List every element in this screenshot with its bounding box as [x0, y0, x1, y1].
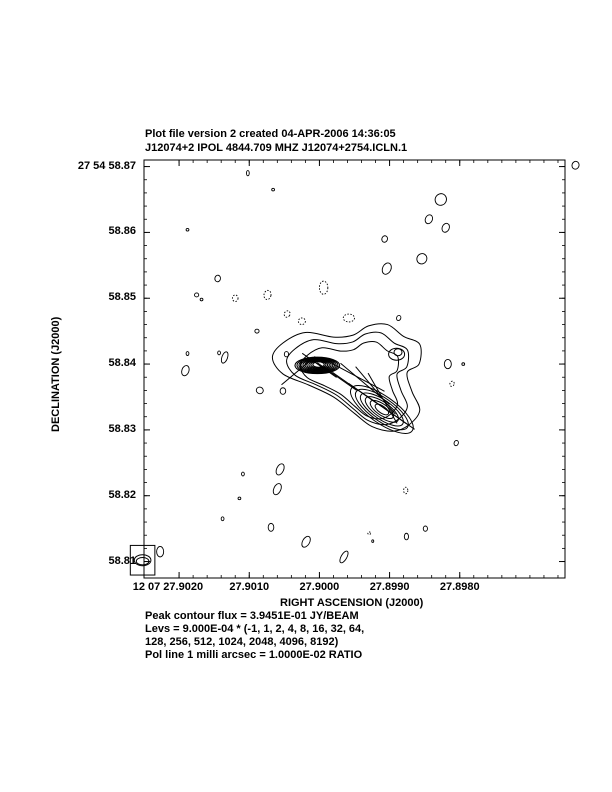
- noise-contour: [462, 363, 465, 366]
- negative-contour: [283, 310, 291, 319]
- peak-flux-note: Peak contour flux = 3.9451E-01 JY/BEAM: [145, 610, 359, 622]
- noise-contour: [157, 546, 164, 557]
- extension-contour: [389, 348, 405, 360]
- noise-contour: [338, 550, 349, 564]
- noise-contour: [372, 540, 374, 543]
- plot-frame: [144, 160, 565, 578]
- x-tick-label: 27.9010: [229, 581, 270, 593]
- header-title: Plot file version 2 created 04-APR-2006 14:36:05: [145, 128, 396, 140]
- noise-contour: [571, 160, 580, 170]
- y-tick-label: 27 54 58.87: [77, 159, 136, 172]
- noise-contour: [186, 228, 189, 231]
- noise-contour: [268, 523, 274, 531]
- noise-contour: [255, 386, 264, 395]
- noise-contour: [214, 275, 221, 282]
- y-tick-label: 58.85: [108, 291, 136, 304]
- levels-note-line1: Levs = 9.000E-04 * (-1, 1, 2, 4, 8, 16, 32, 64,: [145, 623, 365, 635]
- noise-contour: [424, 214, 434, 225]
- noise-contour: [246, 171, 249, 176]
- envelope-contour: [272, 324, 421, 432]
- noise-contour: [396, 315, 402, 321]
- noise-contour: [404, 533, 408, 540]
- y-tick-label: 58.86: [108, 225, 136, 238]
- noise-contour: [444, 359, 451, 368]
- noise-contour: [380, 261, 393, 275]
- y-tick-label: 58.82: [108, 488, 136, 501]
- noise-contour: [255, 329, 259, 333]
- noise-contour: [433, 192, 449, 208]
- x-tick-label: 27.8980: [439, 581, 480, 593]
- jet-knot-contour: [344, 377, 420, 442]
- noise-contour: [415, 252, 429, 266]
- x-tick-label: 27.8990: [369, 581, 410, 593]
- negative-contour: [232, 295, 238, 302]
- negative-contour: [449, 381, 455, 387]
- pol-line-note: Pol line 1 milli arcsec = 1.0000E-02 RATIO: [145, 649, 363, 661]
- x-axis-title: RIGHT ASCENSION (J2000): [280, 597, 424, 609]
- header-subtitle: J12074+2 IPOL 4844.709 MHZ J12074+2754.ICLN.1: [145, 142, 408, 154]
- noise-contour: [280, 388, 286, 395]
- x-tick-label: 12 07 27.9020: [132, 581, 204, 593]
- noise-contour: [272, 482, 283, 496]
- noise-contour: [195, 293, 199, 297]
- extension-contour: [394, 349, 402, 356]
- noise-contour: [180, 364, 190, 376]
- negative-contour: [298, 318, 305, 325]
- noise-contour: [221, 517, 224, 521]
- y-tick-label: 58.83: [108, 422, 136, 435]
- negative-contour: [263, 290, 272, 300]
- y-tick-label: 58.84: [108, 357, 136, 370]
- noise-contour: [186, 352, 189, 356]
- noise-contour: [200, 298, 203, 301]
- levels-note-line2: 128, 256, 512, 1024, 2048, 4096, 8192): [145, 636, 339, 648]
- noise-contour: [238, 497, 241, 500]
- noise-contour: [218, 351, 221, 355]
- noise-contour: [453, 440, 459, 446]
- noise-contour: [274, 463, 285, 477]
- negative-contour: [368, 532, 371, 535]
- y-tick-label: 58.81: [108, 554, 136, 567]
- negative-contour: [343, 314, 354, 322]
- noise-contour: [441, 222, 451, 233]
- noise-contour: [381, 235, 389, 243]
- y-axis-title: DECLINATION (J2000): [50, 316, 62, 432]
- noise-contour: [220, 351, 229, 364]
- x-tick-label: 27.9000: [299, 581, 340, 593]
- noise-contour: [272, 188, 275, 191]
- negative-contour: [319, 281, 327, 294]
- negative-contour: [404, 487, 408, 494]
- noise-contour: [242, 472, 245, 476]
- noise-contour: [300, 535, 312, 549]
- noise-contour: [423, 526, 427, 531]
